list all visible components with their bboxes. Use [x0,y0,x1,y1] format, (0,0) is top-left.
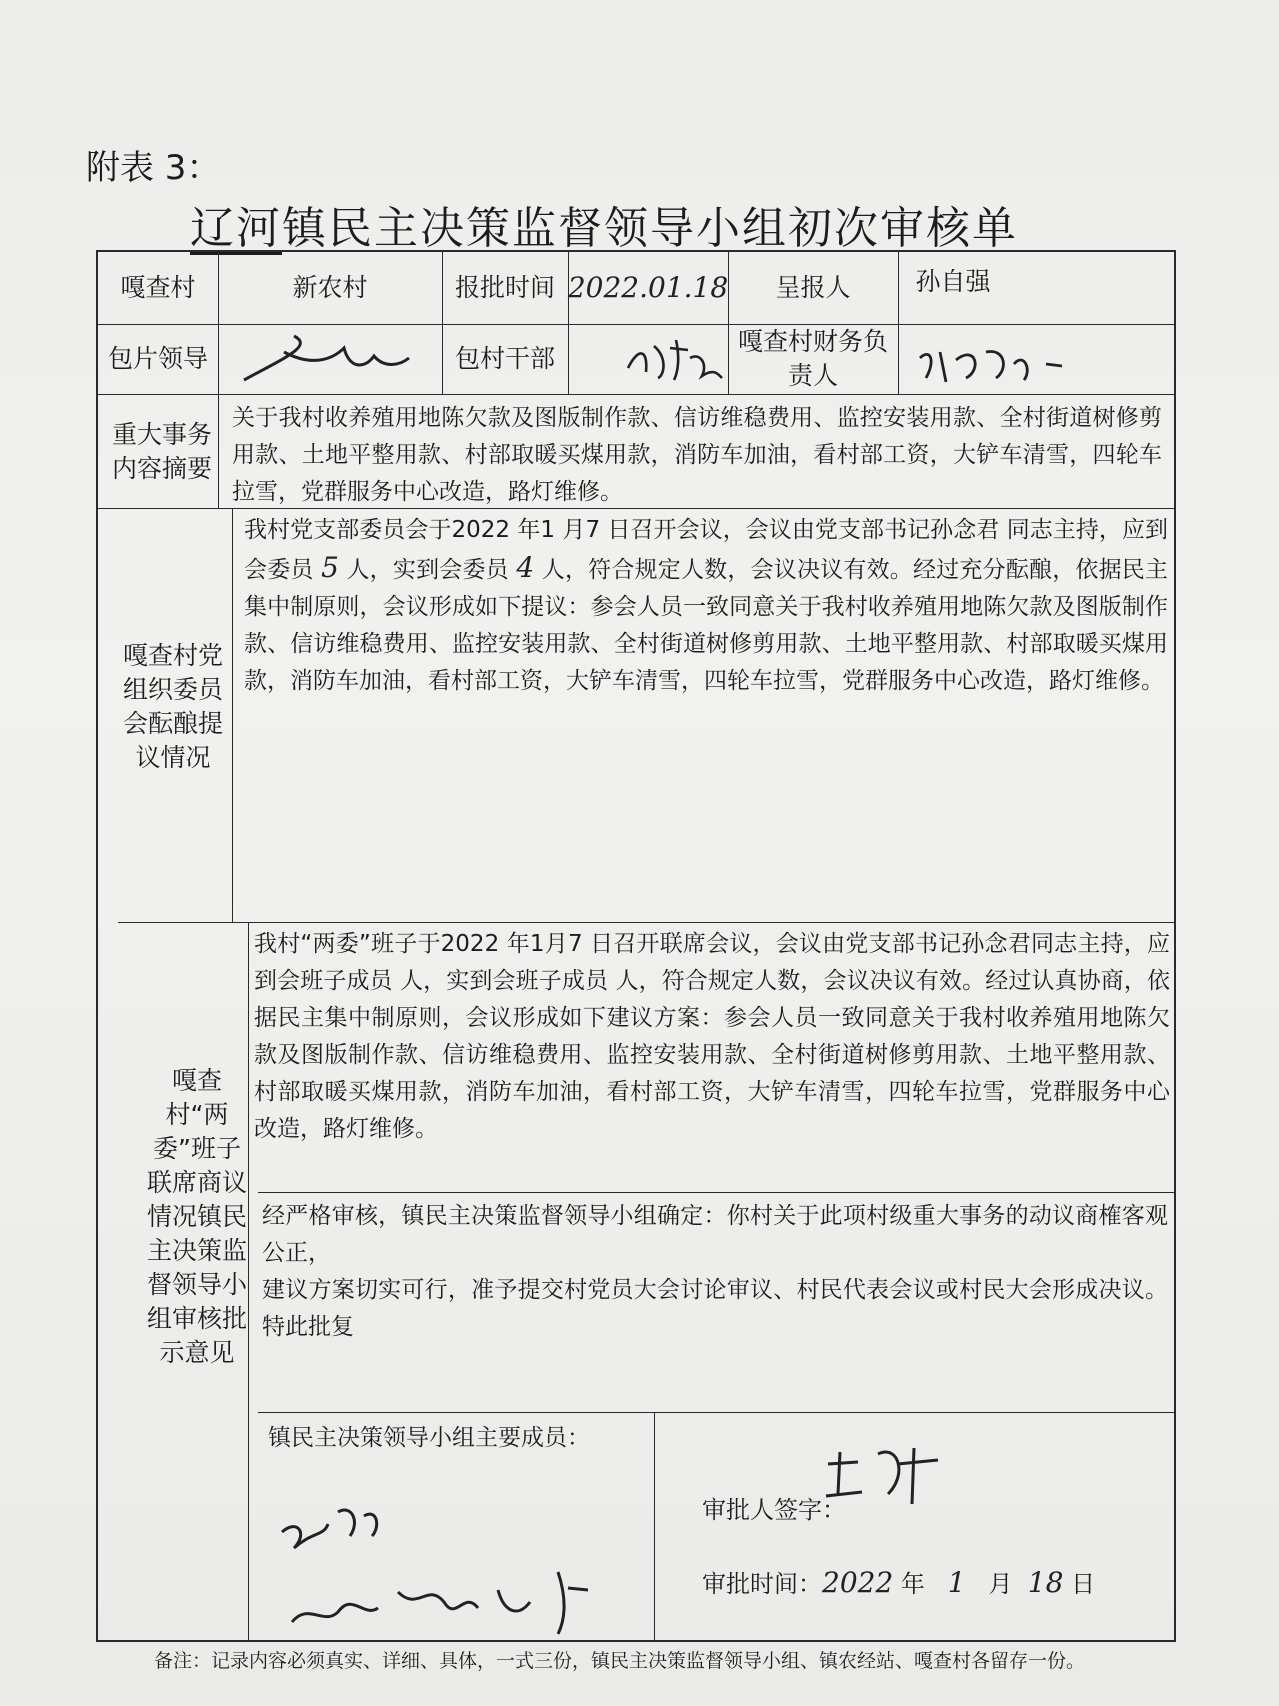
title-town-name: 辽河 [190,203,282,254]
cadre-label: 包村干部 [454,344,555,373]
party-text-b: 人，实到会委员 [338,557,517,583]
reporter-label: 呈报人 [775,273,851,302]
signer-label: 审批人签字： [702,1496,846,1524]
finance-label: 嘎查村财务负责人 [738,327,889,390]
approval-day: 18 [1027,1566,1064,1599]
party-text-c: 人，符合规定人数，会议决议有效。经过充分酝酿，依据民主集中制原则，会议形成如下提议：参会人员一致同意关于我村收养殖用地陈欠款及图版制作款、信访维稳费用、监控安装用款、全村街道树修剪用款、土地平整用款、村部取暖买煤用款，消防车加油，看村部工资，大铲车清雪，四轮车拉雪，党群服务中心改造，路灯维修。 [244,557,1169,694]
leader-label: 包片领导 [107,344,208,373]
approval-time-label: 审批时间： [702,1570,822,1598]
present-member-count: 4 [516,551,535,584]
annex-label: 附表 3： [86,148,221,188]
approval-day-unit: 日 [1071,1570,1096,1598]
party-text-a: 我村党支部委员会于2022 年1 月7 日召开会议，会议由党支部书记孙念君 同志主持，应到会委员 [244,517,1168,583]
approval-month: 1 [947,1566,966,1599]
review-form-table [96,250,1176,1642]
approval-year-unit: 年 [900,1570,925,1598]
report-time-value: 2022.01.18 [567,271,729,304]
report-time-label: 报批时间 [454,273,555,302]
joint-meeting-label: 嘎查村“两委”班子联席商议情况镇民主决策监督领导小组审核批示意见 [146,1066,247,1367]
due-member-count: 5 [321,551,339,584]
approver-signature [818,1434,958,1514]
review-opinion [262,1198,1168,1346]
members-label: 镇民主决策领导小组主要成员： [268,1425,590,1451]
review-line-2: 建议方案切实可行，准予提交村党员大会讨论审议、村民代表会议或村民大会形成决议。特此批复 [262,1277,1168,1340]
approval-month-unit: 月 [988,1570,1013,1598]
summary-text: 关于我村收养殖用地陈欠款及图版制作款、信访维稳费用、监控安装用款、全村街道树修剪用款、土地平整用款、村部取暖买煤用款，消防车加油，看村部工资，大铲车清雪，四轮车拉雪，党群服务中心改造，路灯维修。 [232,405,1162,505]
form-title [190,192,1018,256]
joint-meeting-text: 我村“两委”班子于2022 年1月7 日召开联席会议，会议由党支部书记孙念君同志主持，应到会班子成员 人，实到会班子成员 人，符合规定人数，会议决议有效。经过认真协商，依据民主集中制原则，会议形成如下建议方案：参会人员一致同意关于我村收养殖用地陈欠款及图版制作款、信访维稳费用、监控安装用款、全村街道树修剪用款、土地平整用款、村部取暖买煤用款，消防车加油，看村部工资，大铲车清雪，四轮车拉雪，党群服务中心改造，路灯维修。 [254,931,1170,1142]
approval-time-row [702,1564,1162,1603]
leader-signature [224,328,434,390]
approval-year: 2022 [822,1566,894,1599]
party-committee-label: 嘎查村党组织委员会酝酿提议情况 [122,641,223,772]
finance-signature [906,330,1086,392]
village-label: 嘎查村 [120,273,196,302]
title-rest: 镇民主决策监督领导小组初次审核单 [282,203,1018,254]
review-line-1: 经严格审核，镇民主决策监督领导小组确定：你村关于此项村级重大事务的动议商榷客观公正， [262,1203,1168,1266]
party-committee-text [244,512,1168,700]
footnote: 备注：记录内容必须真实、详细、具体，一式三份，镇民主决策监督领导小组、镇农经站、嘎查村各留存一份。 [154,1650,1086,1672]
summary-label: 重大事务内容摘要 [112,420,213,483]
village-value: 新农村 [292,273,368,302]
members-signatures [268,1462,648,1638]
reporter-value: 孙自强 [915,267,991,296]
cadre-signature [618,328,728,390]
